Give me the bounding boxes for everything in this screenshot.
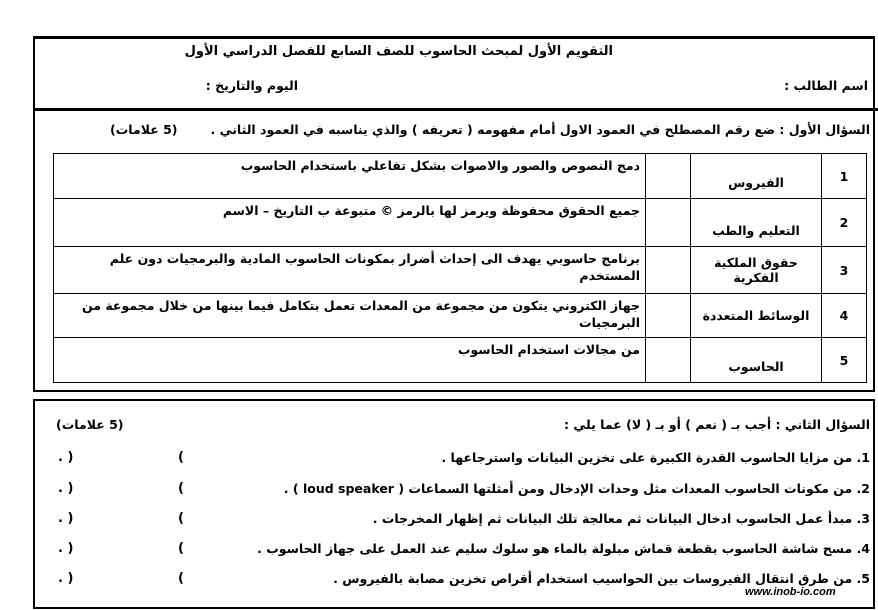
table-row — [54, 199, 867, 247]
definition: برنامج حاسوبي يهدف الى إحداث أضرار بمكونات الحاسوب المادية والبرمجيات دون علم المستخدم — [54, 247, 646, 294]
matching-table — [53, 153, 867, 383]
term: الفيروس — [691, 154, 822, 199]
question-item: 3. مبدأ عمل الحاسوب ادخال البيانات ثم معالجة تلك البيانات ثم إظهار المخرجات . — [372, 511, 870, 526]
question2-marks: (5 علامات) — [56, 417, 124, 432]
definition: دمج النصوص والصور والاصوات بشكل تفاعلي باستخدام الحاسوب — [54, 154, 646, 199]
answer-blank-open: ( — [178, 481, 184, 496]
answer-blank-close[interactable]: . ) — [58, 450, 74, 465]
answer-blank-close[interactable]: . ) — [58, 481, 74, 496]
date-label: اليوم والتاريخ : — [205, 78, 298, 93]
question-item: 4. مسح شاشة الحاسوب بقطعة قماش مبلولة بالماء هو سلوك سليم عند العمل على جهاز الحاسوب . — [257, 541, 870, 556]
definition: جهاز الكتروني يتكون من مجموعة من المعدات تعمل بتكامل فيما بينها من خلال مجموعة من البرمجيات — [54, 294, 646, 338]
term-number: 3 — [822, 247, 867, 294]
answer-blank-close[interactable]: . ) — [58, 571, 74, 586]
table-row — [54, 338, 867, 383]
answer-blank-close[interactable]: . ) — [58, 541, 74, 556]
answer-cell[interactable] — [646, 338, 691, 383]
website-watermark: www.inob-io.com — [745, 586, 836, 598]
question2-prompt: السؤال الثاني : أجب بـ ( نعم ) أو بـ ( لا) عما يلي : — [564, 417, 870, 432]
term: التعليم والطب — [691, 199, 822, 247]
term: الحاسوب — [691, 338, 822, 383]
answer-cell[interactable] — [646, 247, 691, 294]
term-number: 5 — [822, 338, 867, 383]
term: الوسائط المتعددة — [691, 294, 822, 338]
question-item: 1. من مزايا الحاسوب القدرة الكبيرة على تخزين البيانات واسترجاعها . — [441, 450, 870, 465]
table-row — [54, 154, 867, 199]
question-item: 5. من طرق انتقال الفيروسات بين الحواسيب استخدام أقراص تخزين مصابة بالفيروس . — [333, 571, 870, 586]
answer-cell[interactable] — [646, 199, 691, 247]
term-number: 2 — [822, 199, 867, 247]
definition: من مجالات استخدام الحاسوب — [54, 338, 646, 383]
question-item: 2. من مكونات الحاسوب المعدات مثل وحدات الإدخال ومن أمثلتها السماعات ( loud speaker ) . — [283, 481, 870, 496]
answer-blank-open: ( — [178, 511, 184, 526]
student-name-label: اسم الطالب : — [784, 78, 868, 93]
answer-blank-open: ( — [178, 450, 184, 465]
definition: جميع الحقوق محفوظة ويرمز لها بالرمز © متبوعة ب التاريخ – الاسم — [54, 199, 646, 247]
term-number: 4 — [822, 294, 867, 338]
exam-title: التقويم الأول لمبحث الحاسوب للصف السابع للفصل الدراسي الأول — [184, 44, 613, 59]
answer-blank-close[interactable]: . ) — [58, 511, 74, 526]
question1-prompt: السؤال الأول : ضع رقم المصطلح في العمود الاول أمام مفهومه ( تعريفه ) والذي يناسبه في العمود الثاني . — [210, 122, 870, 137]
answer-blank-open: ( — [178, 541, 184, 556]
term-number: 1 — [822, 154, 867, 199]
table-row — [54, 294, 867, 338]
table-row — [54, 247, 867, 294]
answer-cell[interactable] — [646, 154, 691, 199]
question1-marks: (5 علامات) — [110, 122, 178, 137]
divider — [33, 108, 878, 111]
answer-cell[interactable] — [646, 294, 691, 338]
answer-blank-open: ( — [178, 571, 184, 586]
term: حقوق الملكية الفكرية — [691, 247, 822, 294]
